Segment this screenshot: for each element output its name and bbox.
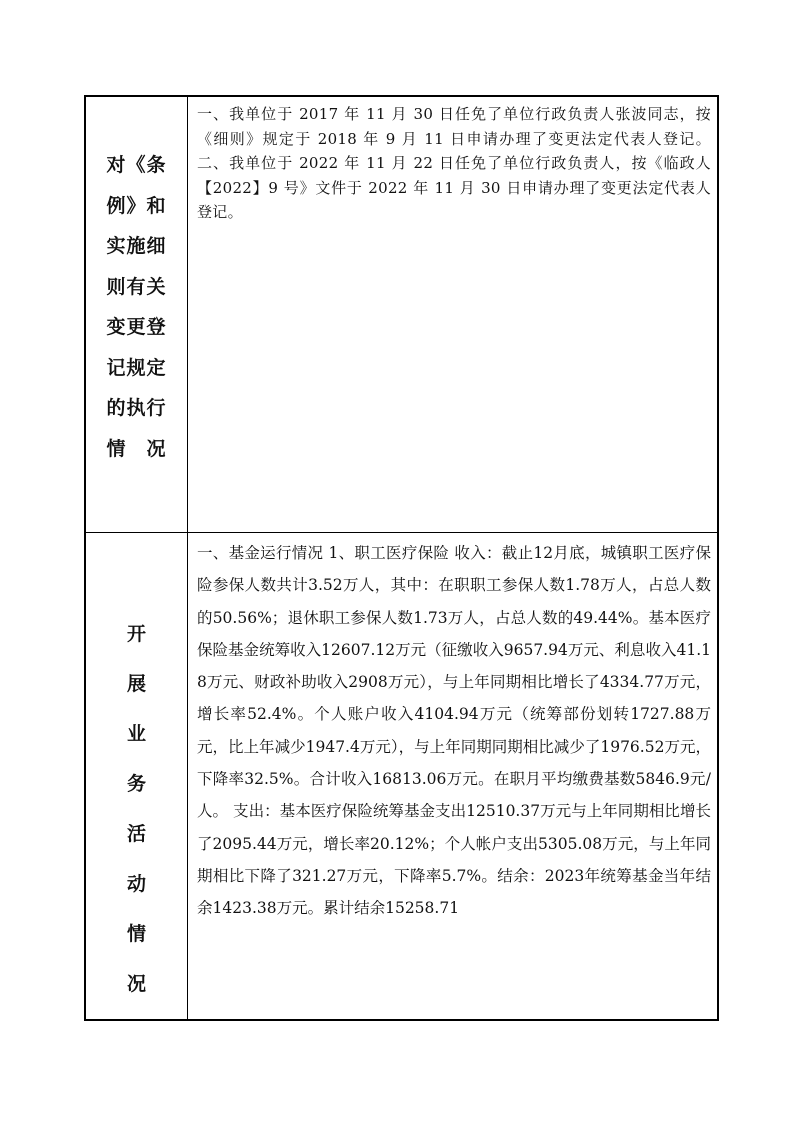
content-cell-business-activities: [188, 533, 717, 1021]
label-char: 展: [126, 673, 146, 695]
label-line: 则有关: [106, 275, 167, 298]
table-row-business-activities: [86, 533, 717, 1021]
label-char: 务: [126, 773, 146, 795]
label-line: 对《条: [106, 154, 167, 176]
label-line: 变更登: [106, 316, 167, 338]
report-table: [84, 95, 719, 1021]
label-cell-change-registration: [86, 97, 188, 532]
label-line: 的执行: [106, 397, 167, 419]
label-char: 活: [126, 823, 146, 845]
label-char: 业: [126, 723, 146, 745]
label-line: 记规定: [106, 356, 167, 379]
label-char: 况: [126, 973, 146, 995]
change-registration-text: 一、我单位于 2017 年 11 月 30 日任免了单位行政负责人张波同志，按《细则》规定于 2018 年 9 月 11 日申请办理了变更法定代表人登记。 二、我单位于 2022 年 11 月 22 日任免了单位行政负责人，按《临政人【2022】9 号》文件于 2022 年 11 月 30 日申请办理了变更法定代表人登记。: [197, 105, 711, 221]
content-cell-change-registration: [188, 97, 717, 532]
label-char: 情: [126, 923, 146, 945]
row-label-change-registration: [86, 145, 187, 469]
label-line: 实施细: [106, 235, 167, 257]
business-activities-text: 一、基金运行情况 1、职工医疗保险 收入：截止12月底，城镇职工医疗保险参保人数共计3.52万人，其中：在职职工参保人数1.78万人，占总人数的50.56%；退休职工参保人数1.73万人，占总人数的49.44%。基本医疗保险基金统筹收入12607.12万元（征缴收入9657.94万元、利息收入41.18万元、财政补助收入2908万元），与上年同期相比增长了4334.77万元，增长率52.4%。个人账户收入4104.94万元（统筹部份划转1727.88万元，比上年减少1947.4万元），与上年同期同期相比减少了1976.52万元，下降率32.5%。合计收入16813.06万元。在职月平均缴费基数5846.9元/人。 支出：基本医疗保险统筹基金支出12510.37万元与上年同期相比增长了2095.44万元，增长率20.12%；个人帐户支出5305.08万元，与上年同期相比下降了321.27万元，下降率5.7%。结余：2023年统筹基金当年结余1423.38万元。累计结余15258.71: [197, 544, 711, 918]
label-char: 动: [126, 873, 146, 895]
table-row-change-registration: [86, 97, 717, 533]
row-label-business-activities: [86, 609, 187, 1009]
label-line: 例》和: [106, 194, 167, 217]
label-line: 情 况: [106, 437, 167, 460]
label-cell-business-activities: [86, 533, 188, 1021]
label-char: 开: [126, 623, 146, 645]
